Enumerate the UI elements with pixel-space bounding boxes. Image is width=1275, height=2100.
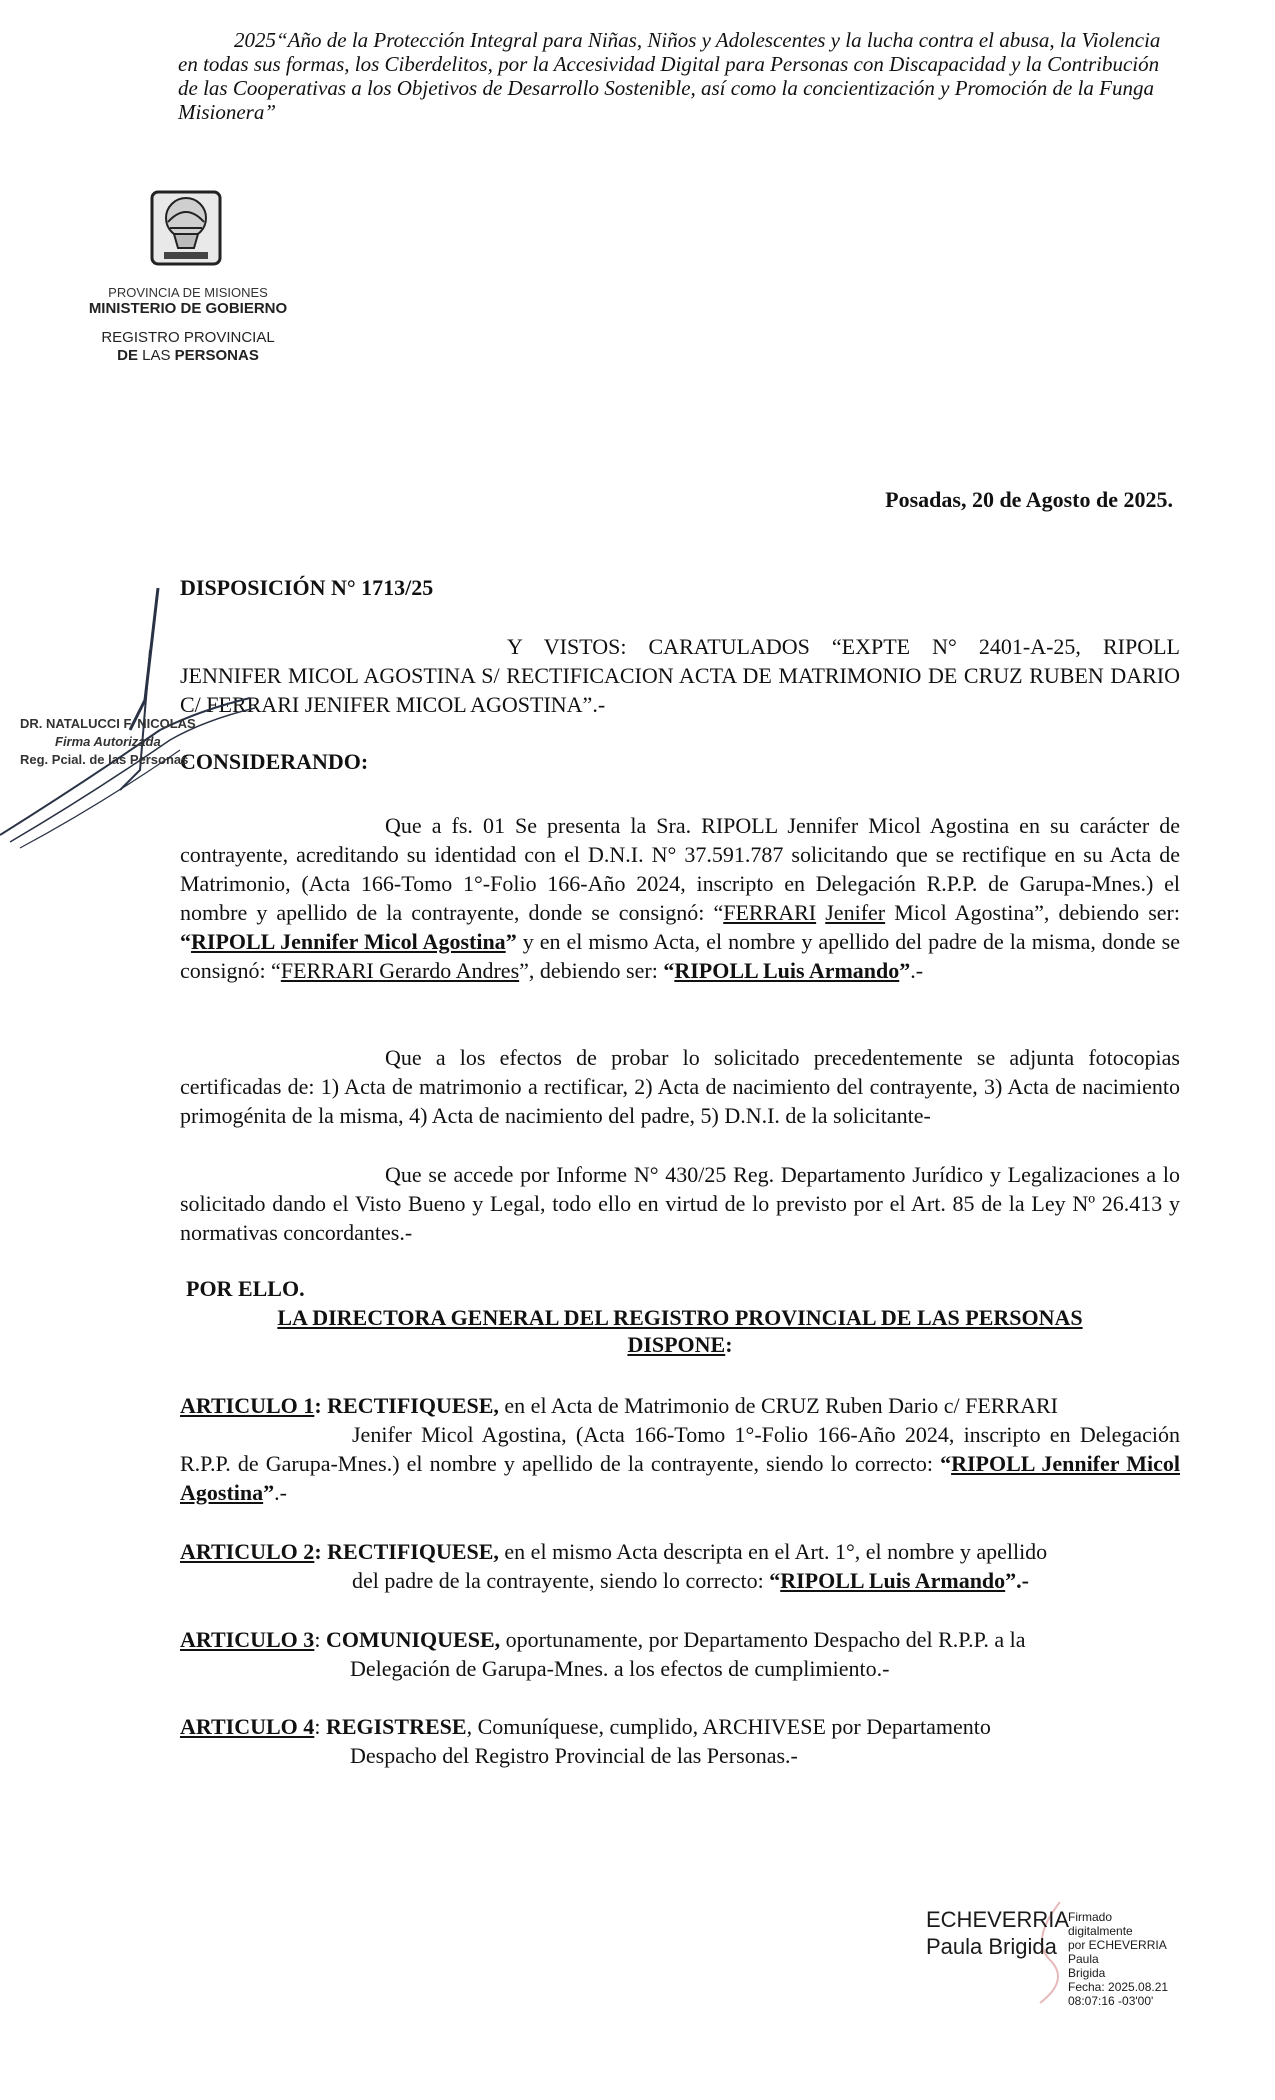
stamp-line-2: Firma Autorizada: [55, 734, 161, 749]
vistos-paragraph: Y VISTOS: CARATULADOS “EXPTE N° 2401-A-25, RIPOLL JENNIFER MICOL AGOSTINA S/ RECTIFICACION ACTA DE MATRIMONIO DE CRUZ RUBEN DARIO C/ FERRARI JENIFER MICOL AGOSTINA”.-: [180, 634, 1180, 717]
considerando-paragraph-1: Que a fs. 01 Se presenta la Sra. RIPOLL Jennifer Micol Agostina en su carácter de contrayente, acreditando su identidad con el D.N.I. N° 37.591.787 solicitando que se rectifique en su Acta de Matrimonio, (Acta 166-Tomo 1°-Folio 166-Año 2024, inscripto en Delegación R.P.P. de Garupa-Mnes.) el nombre y apellido de la contrayente, donde se consignó: “FERRARI Jenifer Micol Agostina”, debiendo ser: “RIPOLL Jennifer Micol Agostina” y en el mismo Acta, el nombre y apellido del padre de la misma, donde se consignó: “FERRARI Gerardo Andres”, debiendo ser: “RIPOLL Luis Armando”.-: [180, 813, 1180, 983]
institution-ministry: MINISTERIO DE GOBIERNO: [88, 300, 288, 317]
provincial-crest-logo: [146, 188, 226, 268]
header-motto: 2025“Año de la Protección Integral para Niñas, Niños y Adolescentes y la lucha contra el abusa, la Violencia en todas sus formas, los Ciberdelitos, por la Accesividad Digital para Personas con Discapacidad y la Contribución de las Cooperativas a los Objetivos de Desarrollo Sostenible, así como la concientización y Promoción de la Funga Misionera”: [178, 28, 1161, 124]
institution-province: PROVINCIA DE MISIONES: [108, 285, 268, 300]
directora-dispone-heading: LA DIRECTORA GENERAL DEL REGISTRO PROVINCIAL DE LAS PERSONAS DISPONE:: [277, 1305, 1083, 1357]
disposition-number: DISPOSICIÓN N° 1713/25: [180, 575, 434, 600]
article-2: ARTICULO 2: RECTIFIQUESE, en el mismo Acta descripta en el Art. 1°, el nombre y apellido del padre de la contrayente, siendo lo correcto: “RIPOLL Luis Armando”.-: [180, 1539, 1048, 1593]
digital-signature-info: Firmado digitalmente por ECHEVERRIA Paula Brigida Fecha: 2025.08.21 08:07:16 -03'00': [1068, 1910, 1169, 2008]
por-ello: POR ELLO.: [186, 1276, 305, 1301]
institution-registry: REGISTRO PROVINCIAL: [101, 329, 275, 346]
article-3: ARTICULO 3: COMUNIQUESE, oportunamente, por Departamento Despacho del R.P.P. a la Delegación de Garupa-Mnes. a los efectos de cumplimiento.-: [180, 1627, 1026, 1681]
considerando-paragraph-3: Que se accede por Informe N° 430/25 Reg. Departamento Jurídico y Legalizaciones a lo solicitado dando el Visto Bueno y Legal, todo ello en virtud de lo previsto por el Art. 85 de la Ley Nº 26.413 y normativas concordantes.-: [180, 1162, 1180, 1245]
stamp-line-1: DR. NATALUCCI F. NICOLAS: [20, 716, 196, 731]
institution-registry-personas: DE LAS PERSONAS: [117, 347, 259, 364]
document-date: Posadas, 20 de Agosto de 2025.: [885, 487, 1173, 512]
considerando-heading: CONSIDERANDO:: [180, 749, 369, 774]
authorization-stamp: [20, 715, 196, 769]
digital-signature-name: ECHEVERRIA Paula Brigida: [926, 1907, 1070, 1959]
stamp-line-3: Reg. Pcial. de las Personas: [20, 752, 189, 767]
considerando-paragraph-2: Que a los efectos de probar lo solicitado precedentemente se adjunta fotocopias certificadas de: 1) Acta de matrimonio a rectificar, 2) Acta de nacimiento del contrayente, 3) Acta de nacimiento primogénita de la misma, 4) Acta de nacimiento del padre, 5) D.N.I. de la solicitante-: [180, 1045, 1180, 1128]
article-1: ARTICULO 1: RECTIFIQUESE, en el Acta de Matrimonio de CRUZ Ruben Dario c/ FERRARI Jenifer Micol Agostina, (Acta 166-Tomo 1°-Folio 166-Año 2024, inscripto en Delegación R.P.P. de Garupa-Mnes.) el nombre y apellido de la contrayente, siendo lo correcto: “RIPOLL Jennifer Micol Agostina”.-: [180, 1393, 1180, 1505]
article-4: ARTICULO 4: REGISTRESE, Comuníquese, cumplido, ARCHIVESE por Departamento Despacho del Registro Provincial de las Personas.-: [180, 1714, 991, 1768]
